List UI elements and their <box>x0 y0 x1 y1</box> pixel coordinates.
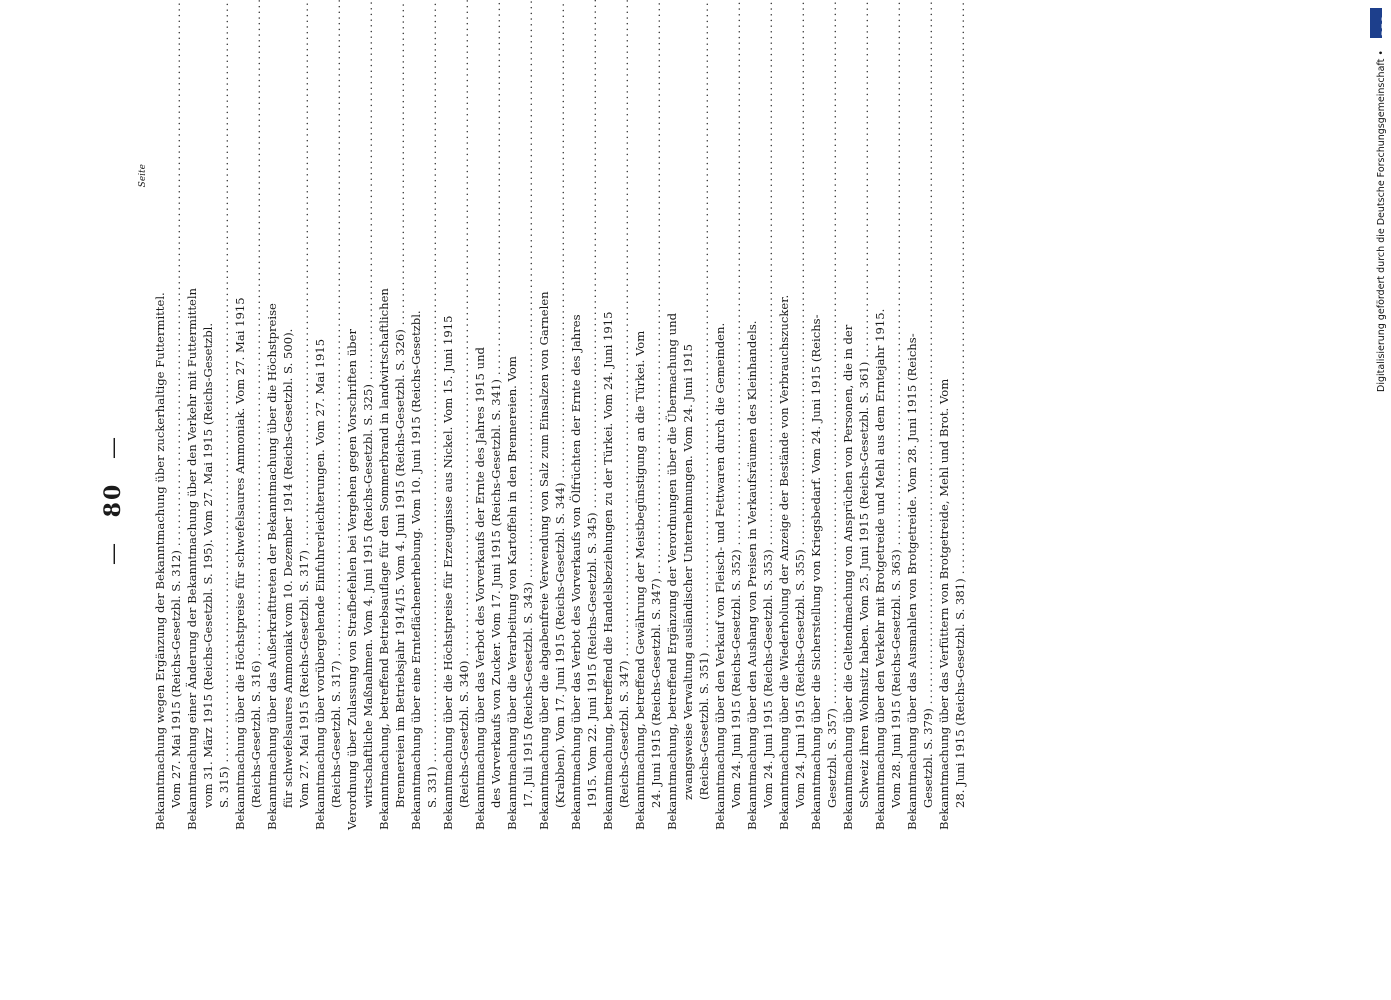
toc-entry-text: (Krabben). Vom 17. Juni 1915 (Reichs-Gesetzbl. S. 344) <box>553 482 567 808</box>
toc-entry-line: Bekanntmachung, betreffend Ergänzung der Verordnungen über die Übermachung und <box>665 313 679 830</box>
toc-entry-line: für schwefelsaures Ammoniak vom 10. Dezember 1914 (Reichs-Gesetzbl. S. 500). <box>281 328 295 808</box>
toc-entry <box>184 170 232 830</box>
toc-entry <box>152 170 184 830</box>
leader-dots <box>792 0 808 545</box>
toc-entry-line: Bekanntmachung über das Verfüttern von Brotgetreide, Mehl und Brot. Vom <box>937 378 951 830</box>
rotated-text-block <box>100 164 1230 830</box>
toc-entry-line: Bekanntmachung über das Ausmahlen von Brotgetreide. Vom 28. Juni 1915 (Reichs- <box>905 333 919 830</box>
toc-entry-line: Verordnung über Zulassung von Strafbefehlen bei Vergehen gegen Vorschriften über <box>345 329 359 830</box>
page-number: 80 <box>100 482 126 518</box>
leader-dots <box>856 0 872 358</box>
toc-entry-line: Bekanntmachung einer Änderung der Bekanntmachung über den Verkehr mit Futtermitteln <box>185 287 199 830</box>
toc-entry-line: Bekanntmachung wegen Ergänzung der Bekanntmachung über zuckerhaltige Futtermittel. <box>153 292 167 830</box>
toc-entry-text: (Reichs-Gesetzbl. S. 351) <box>697 652 711 800</box>
header-dash-right: — <box>101 435 126 460</box>
toc-entry-line: zwangsweise Verwaltung ausländischer Unternehmungen. Vom 24. Juni 1915 <box>681 344 695 800</box>
toc-entry-text: (Reichs-Gesetzbl. S. 317) <box>329 660 343 808</box>
toc-entry-text: Gesetzbl. S. 357) <box>825 708 839 808</box>
toc-entry-text: 24. Juni 1915 (Reichs-Gesetzbl. S. 347) <box>649 578 663 808</box>
toc-entry-last-line <box>552 170 568 830</box>
toc-entry-line: Bekanntmachung über die Geltendmachung von Ansprüchen von Personen, die in der <box>841 324 855 830</box>
toc-entry-text: S. 315) <box>217 766 231 808</box>
toc-entry-line: Bekanntmachung über die Sicherstellung von Kriegsbedarf. Vom 24. Juni 1915 (Reichs- <box>809 314 823 830</box>
header-dash-left: — <box>101 540 126 565</box>
toc-entry-line: Bekanntmachung über das Verbot des Vorverkaufs von Ölfrüchten der Ernte des Jahres <box>569 314 583 830</box>
toc-entry-line: Bekanntmachung über die Verarbeitung von Kartoffeln in den Brennereien. Vom <box>505 356 519 830</box>
toc-entry-last-line <box>760 170 776 830</box>
toc-entry <box>776 170 808 830</box>
leader-dots <box>888 0 904 545</box>
toc-entry-text: Vom 24. Juni 1915 (Reichs-Gesetzbl. S. 353) <box>761 549 775 808</box>
dfg-logo-text: DFG <box>1381 16 1391 36</box>
toc-entry-last-line <box>360 170 376 830</box>
toc-entry-line: Bekanntmachung über den Verkauf von Fleisch- und Fettwaren durch die Gemeinden. <box>713 322 727 830</box>
leader-dots <box>920 0 936 704</box>
toc-entry-last-line <box>520 170 536 830</box>
leader-dots <box>216 0 232 762</box>
toc-entry <box>632 170 664 830</box>
leader-dots <box>392 0 408 325</box>
leader-dots <box>616 0 632 657</box>
leader-dots <box>824 0 840 704</box>
toc-entry-last-line <box>424 170 440 830</box>
toc-entry <box>936 170 968 830</box>
toc-entry <box>312 170 344 830</box>
leader-dots <box>424 0 440 762</box>
toc-entry <box>600 170 632 830</box>
toc-entry-text: (Reichs-Gesetzbl. S. 316) <box>249 660 263 808</box>
toc-entry-text: Schweiz ihren Wohnsitz haben. Vom 25. Juni 1915 (Reichs-Gesetzbl. S. 361) <box>857 361 871 808</box>
leader-dots <box>696 0 712 649</box>
toc-entry-last-line <box>392 170 408 830</box>
toc-entry-last-line <box>168 170 184 830</box>
toc-entry-last-line <box>824 170 840 830</box>
toc-entry <box>408 170 440 830</box>
leader-dots <box>584 0 600 508</box>
toc-entry-text: des Vorverkaufs von Zucker. Vom 17. Juni 1915 (Reichs-Gesetzbl. S. 341) <box>489 379 503 808</box>
toc-entry-text: S. 331) <box>425 766 439 808</box>
toc-entry-text: 28. Juni 1915 (Reichs-Gesetzbl. S. 381) <box>953 578 967 808</box>
toc-entry-line: Bekanntmachung, betreffend Gewährung der Meistbegünstigung an die Türkei. Vom <box>633 330 647 830</box>
toc-entry-last-line <box>696 170 712 830</box>
toc-entry-line: Bekanntmachung über den Aushang von Preisen in Verkaufsräumen des Kleinhandels. <box>745 320 759 830</box>
toc-entry <box>232 170 264 830</box>
toc-entry-line: Bekanntmachung, betreffend Betriebsauflage für den Sommerbrand in landwirtschaftlichen <box>377 288 391 830</box>
toc-entry-last-line <box>488 170 504 830</box>
toc-entry-line: Bekanntmachung über die Wiederholung der Anzeige der Bestände von Verbrauchszucker. <box>777 294 791 830</box>
toc-entry-line: Bekanntmachung über vorübergehende Einfuhrerleichterungen. Vom 27. Mai 1915 <box>313 338 327 830</box>
toc-entry-text: wirtschaftliche Maßnahmen. Vom 4. Juni 1915 (Reichs-Gesetzbl. S. 325) <box>361 384 375 808</box>
toc-entry <box>472 170 504 830</box>
leader-dots <box>728 0 744 545</box>
leader-dots <box>648 0 664 574</box>
toc-entry <box>376 170 408 830</box>
leader-dots <box>520 0 536 578</box>
toc-entries <box>152 170 968 830</box>
toc-entry-text: Vom 27. Mai 1915 (Reichs-Gesetzbl. S. 317) <box>297 550 311 808</box>
toc-entry <box>712 170 744 830</box>
toc-entry-text: (Reichs-Gesetzbl. S. 347) <box>617 660 631 808</box>
toc-entry <box>904 170 936 830</box>
toc-entry <box>568 170 600 830</box>
toc-entry-line: Bekanntmachung über eine Ernteflächenerhebung. Vom 10. Juni 1915 (Reichs-Gesetzbl. <box>409 310 423 830</box>
toc-entry-line: Bekanntmachung über das Außerkrafttreten der Bekanntmachung über die Höchstpreise <box>265 303 279 830</box>
toc-entry <box>440 170 472 830</box>
toc-entry-text: Gesetzbl. S. 379) <box>921 708 935 808</box>
leader-dots <box>456 0 472 657</box>
toc-entry-last-line <box>616 170 632 830</box>
toc-entry <box>664 170 712 830</box>
toc-entry-line: Bekanntmachung über das Verbot des Vorverkaufs der Ernte des Jahres 1915 und <box>473 347 487 830</box>
leader-dots <box>248 0 264 657</box>
toc-entry-last-line <box>248 170 264 830</box>
toc-entry <box>536 170 568 830</box>
toc-entry <box>840 170 872 830</box>
toc-entry-text: Vom 27. Mai 1915 (Reichs-Gesetzbl. S. 312) <box>169 550 183 808</box>
toc-entry <box>872 170 904 830</box>
toc-entry-text: (Reichs-Gesetzbl. S. 340) <box>457 660 471 808</box>
toc-entry-last-line <box>328 170 344 830</box>
toc-entry-last-line <box>952 170 968 830</box>
toc-entry-line: Bekanntmachung über den Verkehr mit Brotgetreide und Mehl aus dem Erntejahr 1915. <box>873 308 887 830</box>
toc-entry-last-line <box>456 170 472 830</box>
toc-entry-line: Bekanntmachung über die abgabenfreie Verwendung von Salz zum Einsalzen von Garnelen <box>537 291 551 830</box>
toc-entry-text: 1915. Vom 22. Juni 1915 (Reichs-Gesetzbl. S. 345) <box>585 512 599 808</box>
toc-entry-last-line <box>888 170 904 830</box>
toc-entry-last-line <box>920 170 936 830</box>
toc-entry <box>744 170 776 830</box>
toc-entry-last-line <box>728 170 744 830</box>
toc-entry-line: Bekanntmachung über die Höchstpreise für schwefelsaures Ammoniak. Vom 27. Mai 1915 <box>233 297 247 830</box>
leader-dots <box>360 0 376 380</box>
page-column-label: Seite <box>138 164 148 188</box>
credit-text: Digitalisierung gefördert durch die Deutsche Forschungsgemeinschaft • <box>1376 50 1387 392</box>
leader-dots <box>328 0 344 657</box>
leader-dots <box>552 0 568 479</box>
toc-entry-last-line <box>584 170 600 830</box>
toc-entry-text: Brennereien im Betriebsjahr 1914/15. Vom 4. Juni 1915 (Reichs-Gesetzbl. S. 326) <box>393 329 407 808</box>
page-header <box>100 170 128 830</box>
toc-entry-last-line <box>856 170 872 830</box>
leader-dots <box>296 0 312 546</box>
leader-dots <box>952 0 968 574</box>
toc-entry <box>504 170 536 830</box>
toc-entry-line: vom 31. März 1915 (Reichs-Gesetzbl. S. 195). Vom 27. Mai 1915 (Reichs-Gesetzbl. <box>201 322 215 808</box>
toc-entry <box>264 170 312 830</box>
toc-entry-text: Vom 24. Juni 1915 (Reichs-Gesetzbl. S. 355) <box>793 549 807 808</box>
toc-entry <box>808 170 840 830</box>
leader-dots <box>168 0 184 546</box>
toc-entry-text: Vom 24. Juni 1915 (Reichs-Gesetzbl. S. 352) <box>729 549 743 808</box>
toc-entry-last-line <box>296 170 312 830</box>
toc-entry-last-line <box>792 170 808 830</box>
leader-dots <box>488 0 504 375</box>
leader-dots <box>760 0 776 545</box>
toc-entry-last-line <box>216 170 232 830</box>
toc-entry-line: Bekanntmachung über die Höchstpreise für Erzeugnisse aus Nickel. Vom 15. Juni 1915 <box>441 315 455 830</box>
toc-entry-text: Vom 28. Juni 1915 (Reichs-Gesetzbl. S. 363) <box>889 549 903 808</box>
toc-entry-last-line <box>648 170 664 830</box>
toc-entry-text: 17. Juli 1915 (Reichs-Gesetzbl. S. 343) <box>521 582 535 808</box>
toc-entry <box>344 170 376 830</box>
toc-entry-line: Bekanntmachung, betreffend die Handelsbeziehungen zu der Türkei. Vom 24. Juni 1915 <box>601 311 615 830</box>
